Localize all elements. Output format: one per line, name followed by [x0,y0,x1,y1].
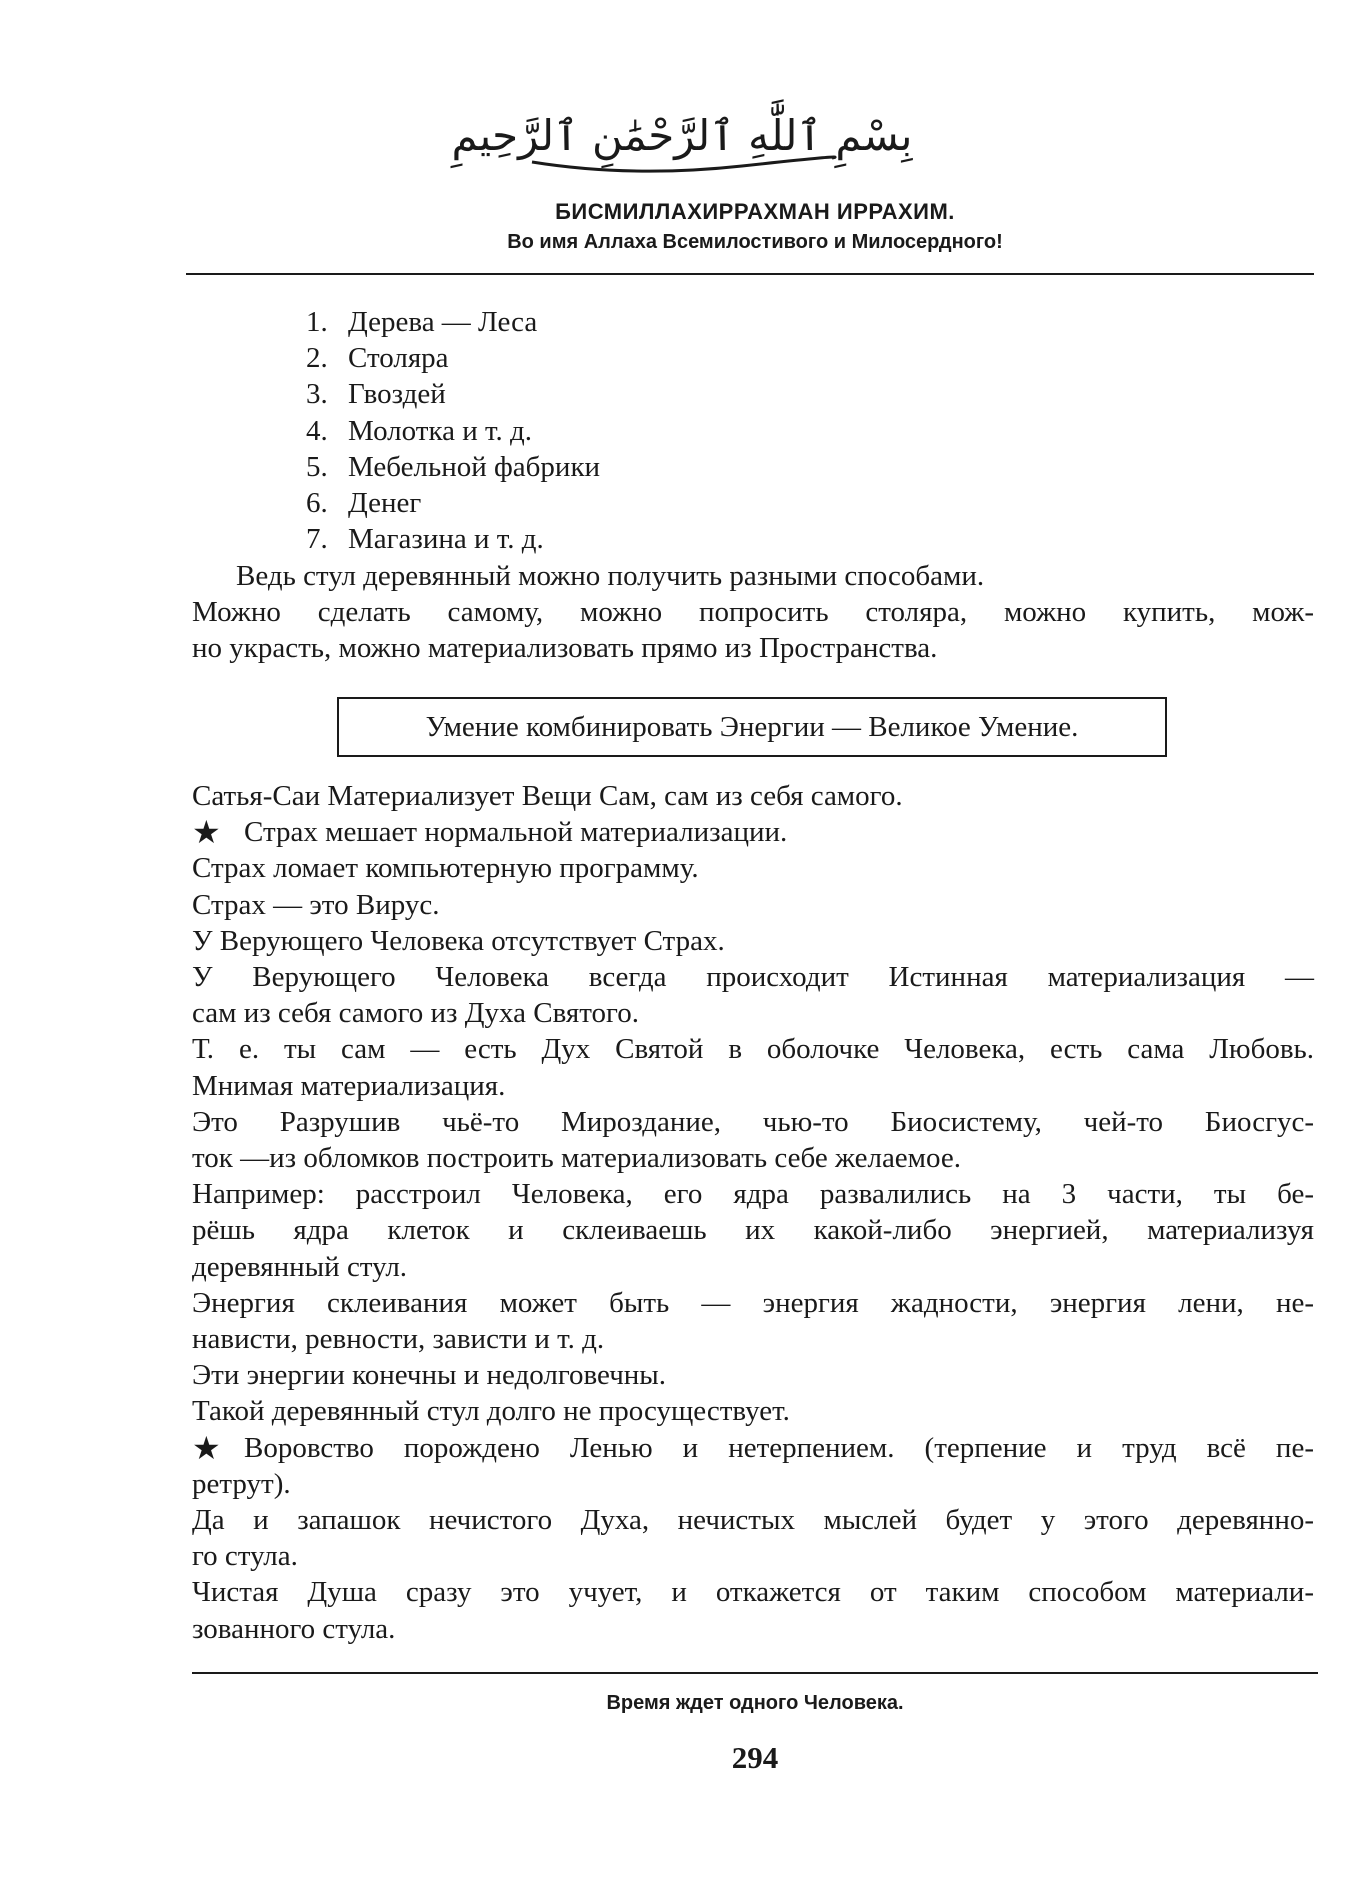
star-icon: ★ [192,814,221,851]
list-item-text: Денег [348,487,422,520]
text-line: деревянный стул. [192,1250,408,1283]
list-item-number: 1. [306,306,328,338]
list-item-text: Мебельной фабрики [348,450,601,483]
text-line: Можно сделать самому, можно попросить столяра, можно купить, мож- [192,596,1314,629]
text-line [192,814,1314,850]
paragraph-ways [192,558,1314,667]
list-item-number: 4. [306,414,328,447]
list-item [306,413,600,449]
list-item-text: Столяра [348,342,449,375]
text-line: Это Разрушив чьё-то Мироздание, чью-то Биосистему, чей-то Биосгус- [192,1105,1314,1138]
list-item-number: 2. [306,342,328,375]
text-line: го стула. [192,1540,298,1573]
text-line: ретрут). [192,1467,291,1500]
text-line-content: Страх мешает нормальной материализации. [244,816,788,849]
arabic-calligraphy [0,88,1364,184]
list-item [306,304,600,340]
text-line: У Верующего Человека всегда происходит Истинная материализация — [192,961,1314,994]
arabic-calligraphy-text: بِسْمِ ٱللَّٰهِ ٱلرَّحْمَٰنِ ٱلرَّحِيمِ [451,111,913,160]
text-line: Чистая Душа сразу это учует, и откажется от таким способом материали- [192,1576,1314,1609]
list-item-text: Дерева — Леса [348,306,538,338]
header-divider [186,273,1314,275]
calligraphy-drawing [451,88,913,184]
list-item-number: 7. [306,523,328,556]
text-line: Энергия склеивания может быть — энергия жадности, энергия лени, не- [192,1286,1314,1319]
text-line: Эти энергии конечны и недолговечны. [192,1359,667,1392]
text-line: Мнимая материализация. [192,1069,506,1102]
list-item [306,485,600,521]
boxed-quote: Умение комбинировать Энергии — Великое Умение. [337,697,1167,757]
list-item [306,449,600,485]
text-line: сам из себя самого из Духа Святого. [192,997,639,1030]
text-line: нависти, ревности, зависти и т. д. [192,1323,605,1356]
main-body [192,778,1314,1647]
text-line-content: Воровство порождено Ленью и нетерпением. (терпение и труд всё пе- [244,1431,1314,1464]
list-item-text: Магазина и т. д. [348,523,544,556]
footer-tagline: Время ждет одного Человека. [606,1692,904,1714]
text-line: рёшь ядра клеток и склеиваешь их какой-либо энергией, материализуя [192,1214,1314,1247]
header-subtitle: Во имя Аллаха Всемилостивого и Милосердного! [507,231,1003,253]
header-title: БИСМИЛЛАХИРРАХМАН ИРРАХИМ. [555,199,955,224]
list-item [306,340,600,376]
text-line [192,1430,1314,1466]
text-line: зованного стула. [192,1612,396,1645]
list-item-number: 5. [306,450,328,483]
list-item-text: Молотка и т. д. [348,414,532,447]
star-icon: ★ [192,1429,221,1466]
text-line: Например: расстроил Человека, его ядра развалились на 3 части, ты бе- [192,1178,1314,1211]
list-item-number: 6. [306,487,328,520]
page-header [190,198,1320,256]
text-line: Страх — это Вирус. [192,888,440,921]
page-number: 294 [731,1740,779,1775]
text-line: Сатья-Саи Материализует Вещи Сам, сам из себя самого. [192,780,903,812]
numbered-list [306,304,600,557]
list-item-text: Гвоздей [348,378,446,411]
text-line: У Верующего Человека отсутствует Страх. [192,924,725,957]
text-line: Страх ломает компьютерную программу. [192,852,699,885]
text-line: Ведь стул деревянный можно получить разными способами. [236,560,985,592]
text-line: Да и запашок нечистого Духа, нечистых мыслей будет у этого деревянно- [192,1504,1314,1537]
text-line: ток —из обломков построить материализовать себе желаемое. [192,1142,962,1175]
list-item [306,521,600,557]
text-line: Т. е. ты сам — есть Дух Святой в оболочке Человека, есть сама Любовь. [192,1033,1314,1066]
list-item [306,376,600,412]
text-line: Такой деревянный стул долго не просуществует. [192,1395,790,1428]
list-item-number: 3. [306,378,328,411]
text-line: но украсть, можно материализовать прямо из Пространства. [192,632,938,665]
footer-divider [192,1672,1318,1674]
